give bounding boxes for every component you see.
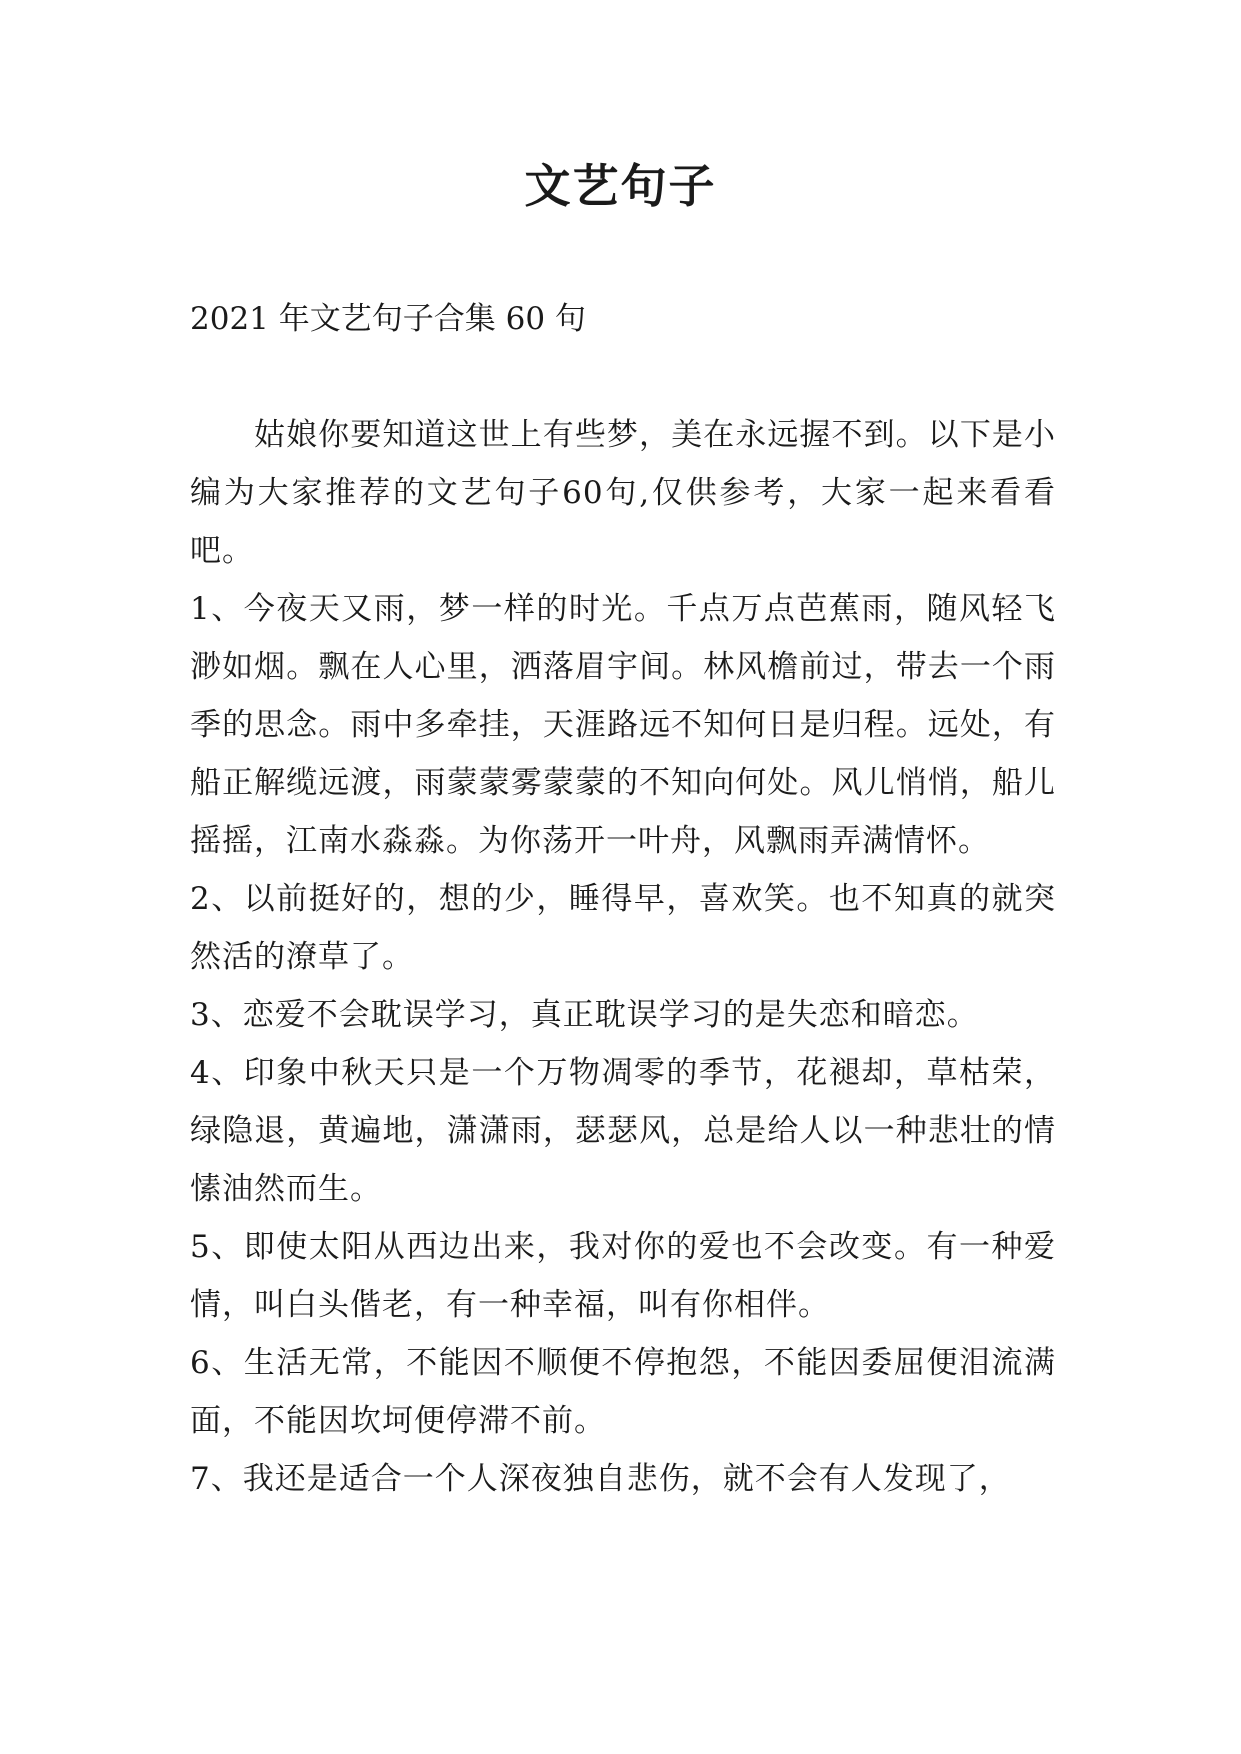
list-item: 6、生活无常，不能因不顺便不停抱怨，不能因委屈便泪流满面，不能因坎坷便停滞不前。 — [190, 1345, 1056, 1439]
list-item: 4、印象中秋天只是一个万物凋零的季节，花褪却，草枯荣，绿隐退，黄遍地，潇潇雨，瑟瑟风，总是给人以一种悲壮的情愫油然而生。 — [190, 1055, 1056, 1207]
list-item: 1、今夜天又雨，梦一样的时光。千点万点芭蕉雨，随风轻飞渺如烟。飘在人心里，洒落眉宇间。林风檐前过，带去一个雨季的思念。雨中多牵挂，天涯路远不知何日是归程。远处，有船正解缆远渡，雨蒙蒙雾蒙蒙的不知向何处。风儿悄悄，船儿摇摇，江南水淼淼。为你荡开一叶舟，风飘雨弄满情怀。 — [190, 591, 1056, 859]
document-title: 文艺句子 — [524, 159, 717, 213]
intro-paragraph: 姑娘你要知道这世上有些梦，美在永远握不到。以下是小编为大家推荐的文艺句子60句,仅供参考，大家一起来看看吧。 — [190, 417, 1056, 569]
list-item: 5、即使太阳从西边出来，我对你的爱也不会改变。有一种爱情，叫白头偕老，有一种幸福，叫有你相伴。 — [190, 1229, 1056, 1323]
document-body — [190, 290, 1056, 1508]
list-item: 7、我还是适合一个人深夜独自悲伤，就不会有人发现了， — [190, 1461, 1011, 1497]
list-item: 2、以前挺好的，想的少，睡得早，喜欢笑。也不知真的就突然活的潦草了。 — [190, 881, 1056, 975]
document-subtitle: 2021 年文艺句子合集 60 句 — [190, 301, 586, 337]
list-item: 3、恋爱不会耽误学习，真正耽误学习的是失恋和暗恋。 — [190, 997, 979, 1033]
